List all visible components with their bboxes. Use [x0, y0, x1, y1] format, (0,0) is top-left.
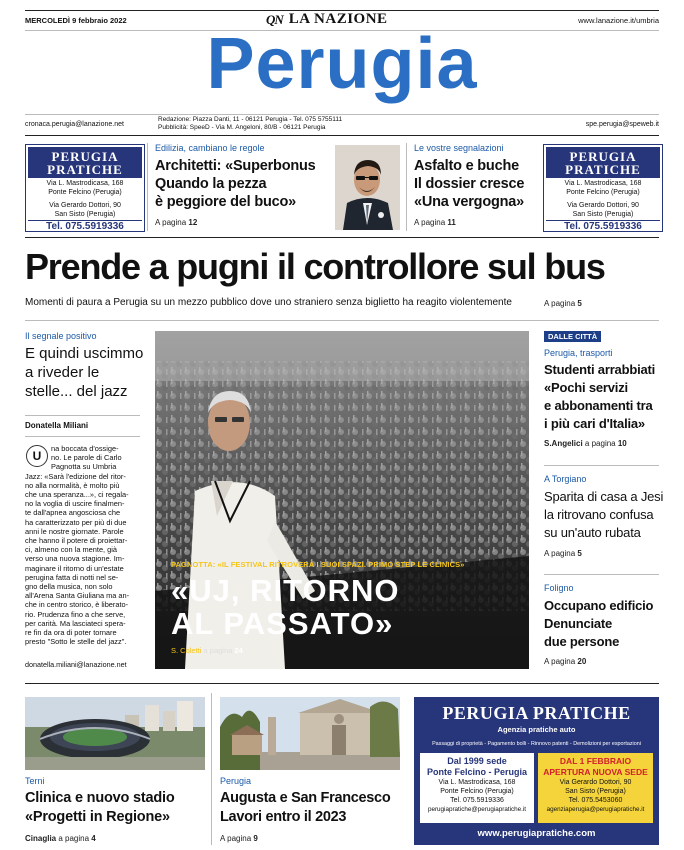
jazz-text-line: ci, almeno con la mente, già: [25, 545, 118, 555]
ad-big-website[interactable]: www.perugiapratiche.com: [477, 828, 596, 839]
jazz-text-line: Jazz: «Sarà l'edizione del ritor-: [25, 471, 126, 481]
photo-byline: S. Coletti a pagina 24: [171, 646, 243, 655]
jazz-headline[interactable]: E quindi uscimmo a riveder le stelle... del jazz: [25, 345, 144, 400]
redazione-info: [158, 116, 342, 132]
jazz-text-line: Pagnotta su Umbria: [51, 462, 117, 472]
ad-address-1: Via L. Mastrodicasa, 168: [46, 180, 124, 187]
jazz-body: [25, 444, 143, 646]
city-headline: Occupano edificio Denunciate due persone: [544, 598, 654, 649]
jazz-author: Donatella Miliani: [25, 421, 89, 430]
jazz-email[interactable]: donatella.miliani@lanazione.net: [25, 660, 127, 669]
ad-perugia-pratiche-right[interactable]: [544, 145, 662, 231]
email-cronaca[interactable]: cronaca.perugia@lanazione.net: [25, 121, 124, 128]
jazz-text-line: perugina fatta di notti nel se-: [25, 572, 119, 582]
ad-perugia-pratiche-left[interactable]: [26, 145, 144, 231]
jazz-text-line: anni le nostre giornate. Parole: [25, 526, 124, 536]
jazz-text-line: per carità. Ma lasciateci spera-: [25, 618, 126, 628]
ad-address-2-city: San Sisto (Perugia): [54, 211, 116, 218]
church-illustration: [220, 697, 400, 770]
city-headline: Sparita di casa a Jesi la ritrovano confusa su un'auto rubata: [544, 489, 664, 540]
city-item-foligno[interactable]: [544, 583, 664, 666]
jazz-text: [25, 444, 143, 646]
dropcap: U: [26, 445, 48, 467]
city-item-torgiano[interactable]: [544, 474, 664, 558]
jazz-text-line: verso una nuova stagione. Im-: [25, 554, 125, 564]
city-page-ref: A pagina 5: [544, 549, 582, 558]
email-spe[interactable]: spe.perugia@speweb.it: [585, 121, 659, 128]
story-page-ref: A pagina 9: [220, 834, 258, 843]
ad-title-1: PERUGIA: [51, 149, 119, 164]
jazz-text-line: no alla normalità, è molto più: [25, 480, 120, 490]
city-item-trasporti[interactable]: [544, 348, 664, 448]
ad-title-2: PRATICHE: [565, 162, 641, 177]
ad-title-2: PRATICHE: [47, 162, 123, 177]
city-kicker: Foligno: [544, 583, 574, 593]
story-terni[interactable]: [25, 776, 215, 843]
ad-big-title: PERUGIA PRATICHE: [442, 703, 631, 723]
main-headline[interactable]: Prende a pugni il controllore sul bus: [25, 246, 605, 287]
story-kicker: Perugia: [220, 776, 252, 786]
teaser-headline: Asfalto e buche Il dossier cresce «Una vergogna»: [414, 158, 525, 210]
qn-logo-mark: QN: [266, 11, 283, 27]
teaser-asfalto[interactable]: [414, 143, 539, 227]
ad-address-1-city: Ponte Felcino (Perugia): [566, 189, 640, 196]
teaser-headline: Architetti: «Superbonus Quando la pezza è peggiore del buco»: [155, 158, 316, 210]
city-title: Perugia: [206, 24, 478, 104]
newspaper-name: LA NAZIONE: [288, 11, 388, 27]
ad-big-services: Passaggi di proprietà - Pagamento bolli - Rinnovo patenti - Demolizioni per esportazioni: [432, 741, 641, 747]
ad-address-2-city: San Sisto (Perugia): [572, 211, 634, 218]
jazz-text-line: no. Le parole di Carlo: [51, 453, 122, 463]
jazz-text-line: che hanno il potere di proiettar-: [25, 536, 128, 546]
story-kicker: Terni: [25, 776, 45, 786]
jazz-kicker: Il segnale positivo: [25, 331, 97, 341]
ad-title-1: PERUGIA: [569, 149, 637, 164]
city-kicker: Perugia, trasporti: [544, 348, 613, 358]
city-headline: Studenti arrabbiati «Pochi servizi e abbonamenti tra i più cari d'Italia»: [544, 362, 656, 431]
jazz-text-line: no la voglia di uscire finalmen-: [25, 499, 125, 509]
ad-address-2: Via Gerardo Dottori, 90: [49, 202, 121, 209]
ad-address-2: Via Gerardo Dottori, 90: [567, 202, 639, 209]
jazz-festival-photo[interactable]: [155, 331, 529, 669]
city-page-ref: S.Angelici a pagina 10: [544, 439, 627, 448]
city-page-ref: A pagina 20: [544, 657, 587, 666]
teaser-kicker: Le vostre segnalazioni: [414, 143, 504, 153]
ad-phone: Tel. 075.5919336: [546, 221, 660, 232]
ad-big-subtitle: Agenzia pratiche auto: [497, 725, 576, 734]
teaser-architetti[interactable]: [155, 143, 330, 227]
ad-perugia-pratiche-big[interactable]: [414, 697, 659, 845]
jazz-text-line: che in centro storico, è liberato-: [25, 600, 129, 610]
ad-phone: Tel. 075.5919336: [28, 221, 142, 232]
photo-headline[interactable]: «UJ, RITORNO AL PASSATO»: [171, 573, 400, 641]
jazz-text-line: che una speranza...», ci regala-: [25, 490, 129, 500]
redazione-line: Redazione: Piazza Danti, 11 - 06121 Perugia - Tel. 075 5755111: [158, 116, 343, 123]
photo-caption: PAGNOTTA: «IL FESTIVAL RITROVERÀ I SUOI SPAZI. PRIMO STEP LE CLINICS»: [171, 560, 465, 569]
issue-date: MERCOLEDÌ 9 febbraio 2022: [25, 16, 127, 25]
ad-big-left-panel: Dal 1999 sede Ponte Felcino - Perugia Via L. Mastrodicasa, 168 Ponte Felcino (Perugia) Tel. 075.5919336 perugiapratiche@perugiapratiche.it: [420, 753, 534, 823]
main-page-ref: A pagina 5: [544, 299, 582, 308]
site-link[interactable]: www.lanazione.it/umbria: [578, 16, 659, 25]
jazz-text-line: rio. Prudenza fino a che serve,: [25, 609, 126, 619]
main-subtitle: Momenti di paura a Perugia su un mezzo pubblico dove uno straniero senza biglietto ha reagito violentemente: [25, 297, 512, 308]
ad-big-right-panel: DAL 1 FEBBRAIO APERTURA NUOVA SEDE Via Gerardo Dottori, 90 San Sisto (Perugia) Tel. 075.5453060 agenziaperugia@perugiapratiche.it: [538, 753, 653, 823]
church-photo[interactable]: [220, 697, 400, 770]
teaser-kicker: Edilizia, cambiano le regole: [155, 143, 265, 153]
jazz-text-line: ha caratterizzato per più di due: [25, 517, 127, 527]
teaser-page-ref: A pagina 12: [155, 218, 198, 227]
story-augusta[interactable]: [220, 776, 410, 843]
stadium-render-photo[interactable]: [25, 697, 205, 770]
jazz-text-line: presto "Sotto le stelle del jazz".: [25, 637, 127, 647]
ad-address-1-city: Ponte Felcino (Perugia): [48, 189, 122, 196]
pubblicita-line: Pubblicità: SpeeD - Via M. Angeloni, 80/B - 06121 Perugia: [158, 124, 326, 131]
jazz-text-line: na boccata d'ossige-: [51, 444, 119, 453]
story-headline: Clinica e nuovo stadio «Progetti in Regione»: [25, 790, 175, 825]
story-headline: Augusta e San Francesco Lavori entro il 2023: [220, 790, 391, 825]
jazz-text-line: all'Arena Santa Giuliana ma an-: [25, 591, 130, 601]
jazz-text-line: maginare il ritorno di un'estate: [25, 563, 124, 573]
jazz-column: [25, 331, 145, 401]
city-kicker: A Torgiano: [544, 474, 587, 484]
stadium-illustration: [25, 697, 205, 770]
story-page-ref: Cinaglia a pagina 4: [25, 834, 96, 843]
dalle-citta-label: DALLE CITTÀ: [544, 331, 601, 342]
jazz-text-line: gno della musica, non solo: [25, 582, 113, 592]
architect-portrait-photo: [335, 145, 400, 230]
jazz-text-line: te dall'apnea angosciosa che: [25, 508, 121, 518]
jazz-text-line: re fin da ora di poter tornare: [25, 628, 117, 638]
ad-address-1: Via L. Mastrodicasa, 168: [564, 180, 642, 187]
teaser-page-ref: A pagina 11: [414, 218, 456, 227]
